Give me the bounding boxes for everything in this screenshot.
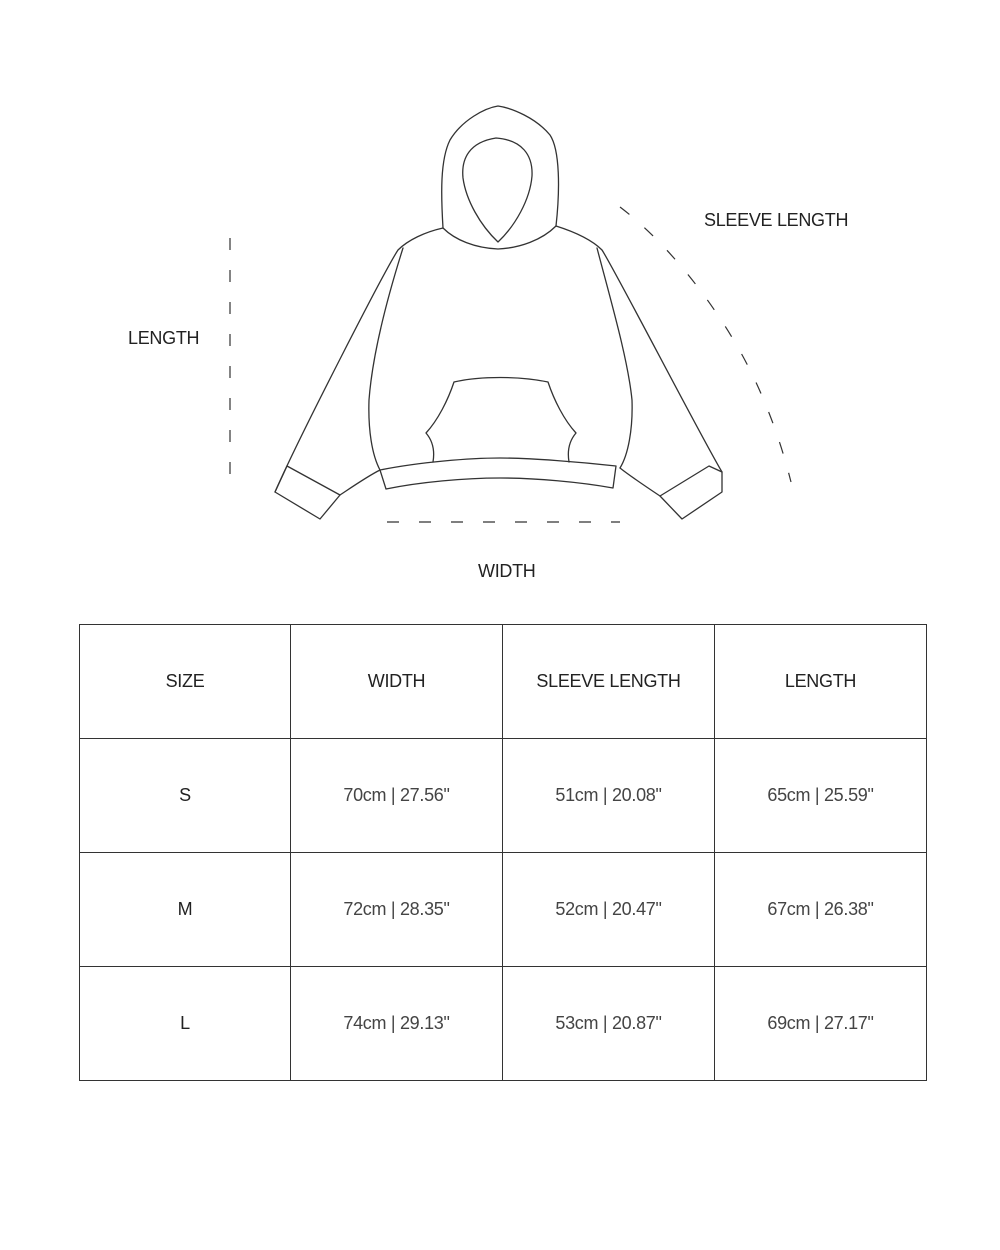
width-cell: 74cm | 29.13" xyxy=(291,967,503,1081)
size-cell: M xyxy=(80,853,291,967)
size-cell: L xyxy=(80,967,291,1081)
width-cell: 72cm | 28.35" xyxy=(291,853,503,967)
header-width: WIDTH xyxy=(291,625,503,739)
size-chart-table xyxy=(79,624,927,1081)
table-row xyxy=(80,739,927,853)
table-row xyxy=(80,967,927,1081)
length-cell: 65cm | 25.59" xyxy=(715,739,927,853)
size-cell: S xyxy=(80,739,291,853)
cuff-left xyxy=(275,466,340,519)
length-cell: 69cm | 27.17" xyxy=(715,967,927,1081)
sleeve-left-hem xyxy=(340,470,380,495)
kangaroo-pocket xyxy=(426,378,576,463)
hood-outline xyxy=(442,106,559,228)
sleeve-right-hem xyxy=(620,468,660,496)
sleeve-length-guide xyxy=(620,207,791,482)
raglan-seam-right xyxy=(597,248,632,468)
cuff-right xyxy=(660,466,722,519)
length-cell: 67cm | 26.38" xyxy=(715,853,927,967)
header-sleeve-length: SLEEVE LENGTH xyxy=(503,625,715,739)
width-label: WIDTH xyxy=(478,561,536,581)
body-outline-left xyxy=(275,228,443,492)
hem-band xyxy=(380,458,616,489)
hoodie-diagram xyxy=(0,0,1000,600)
hood-opening xyxy=(463,138,532,242)
neckline xyxy=(443,226,556,249)
length-label: LENGTH xyxy=(128,328,200,348)
header-length: LENGTH xyxy=(715,625,927,739)
raglan-seam-left xyxy=(369,248,403,470)
body-outline-right xyxy=(556,226,722,472)
table-row xyxy=(80,853,927,967)
sleeve-length-cell: 53cm | 20.87" xyxy=(503,967,715,1081)
sleeve-length-cell: 52cm | 20.47" xyxy=(503,853,715,967)
table-header-row xyxy=(80,625,927,739)
header-size: SIZE xyxy=(80,625,291,739)
sleeve-length-cell: 51cm | 20.08" xyxy=(503,739,715,853)
sleeve-length-label: SLEEVE LENGTH xyxy=(704,210,849,230)
width-cell: 70cm | 27.56" xyxy=(291,739,503,853)
